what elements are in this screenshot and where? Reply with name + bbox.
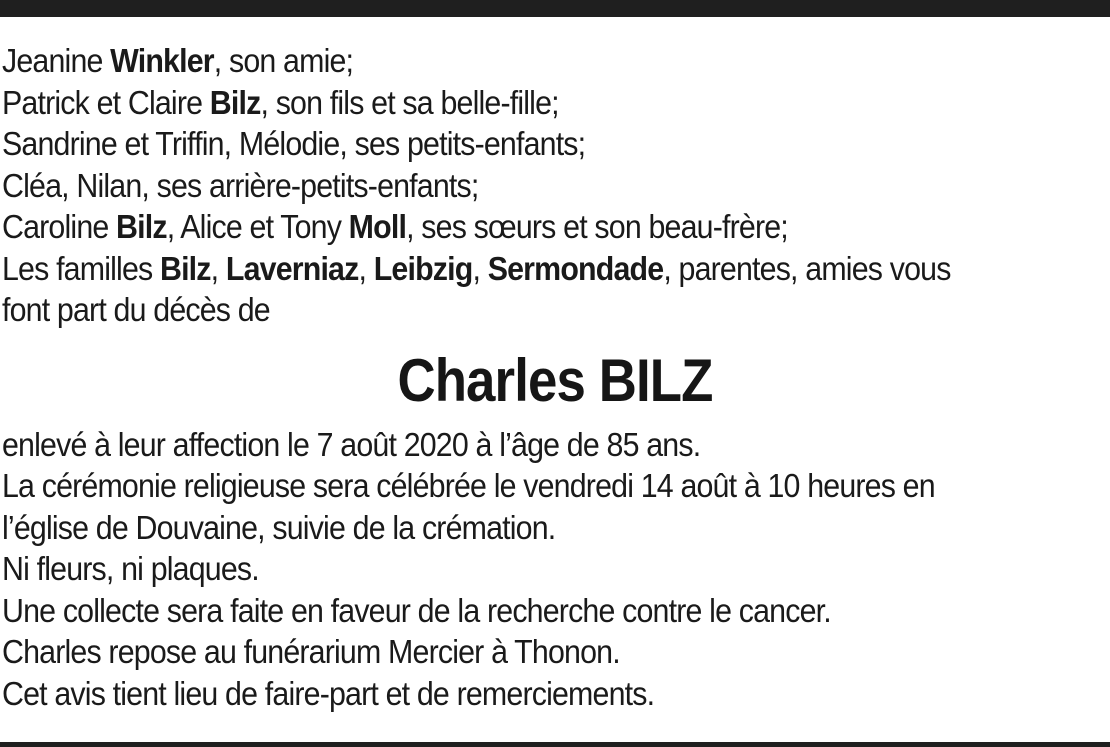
detail-line-collection: Une collecte sera faite en faveur de la recherche contre le cancer. — [2, 591, 831, 629]
family-surname: Leibzig — [373, 249, 473, 287]
detail-line-ceremony-place: l’église de Douvaine, suivie de la crémation. — [2, 508, 556, 546]
family-text: Les familles — [2, 249, 160, 287]
family-surname: Bilz — [116, 208, 167, 245]
family-line-son — [2, 82, 1020, 124]
family-text: , son amie; — [213, 42, 354, 79]
family-surname: Bilz — [209, 83, 261, 121]
family-text: Sandrine et Triffin, Mélodie, ses petits-enfants; — [2, 125, 586, 162]
family-text: , parentes, amies vous — [663, 249, 951, 287]
family-line-families — [2, 248, 1020, 290]
top-rule — [0, 0, 1110, 17]
family-surname: Winkler — [110, 42, 214, 79]
family-text: Caroline — [2, 208, 117, 245]
family-text: font part du décès de — [2, 291, 270, 328]
family-line-sisters — [2, 206, 1020, 248]
family-text: Jeanine — [2, 42, 111, 79]
family-text: , Alice et Tony — [166, 208, 349, 245]
family-text: , — [472, 249, 488, 287]
deceased-name: Charles BILZ — [397, 346, 713, 414]
detail-line-notice: Cet avis tient lieu de faire-part et de remerciements. — [2, 674, 655, 712]
announcement-line — [2, 289, 1020, 331]
family-surname: Bilz — [159, 249, 211, 287]
detail-line-death-date: enlevé à leur affection le 7 août 2020 à l’âge de 85 ans. — [2, 425, 701, 463]
family-text: , — [358, 249, 374, 287]
family-text: , son fils et sa belle-fille; — [260, 83, 559, 121]
family-text: Patrick et Claire — [2, 83, 210, 121]
family-line-grandchildren — [2, 123, 1020, 165]
detail-line-funeral-home: Charles repose au funérarium Mercier à Thonon. — [2, 633, 620, 670]
family-surname: Moll — [348, 208, 407, 245]
family-surname: Laverniaz — [225, 249, 359, 287]
family-text: , — [210, 249, 226, 287]
family-surname: Sermondade — [487, 249, 664, 287]
detail-line-ceremony: La cérémonie religieuse sera célébrée le vendredi 14 août à 10 heures en — [2, 467, 935, 504]
family-text: , ses sœurs et son beau-frère; — [406, 208, 788, 245]
family-text: Cléa, Nilan, ses arrière-petits-enfants; — [2, 166, 479, 204]
detail-line-no-flowers: Ni fleurs, ni plaques. — [2, 550, 259, 587]
family-line-great-grandchildren — [2, 165, 1020, 207]
obituary-notice — [2, 40, 1108, 714]
family-line-winkler — [2, 40, 1020, 82]
bottom-rule — [0, 742, 1110, 747]
